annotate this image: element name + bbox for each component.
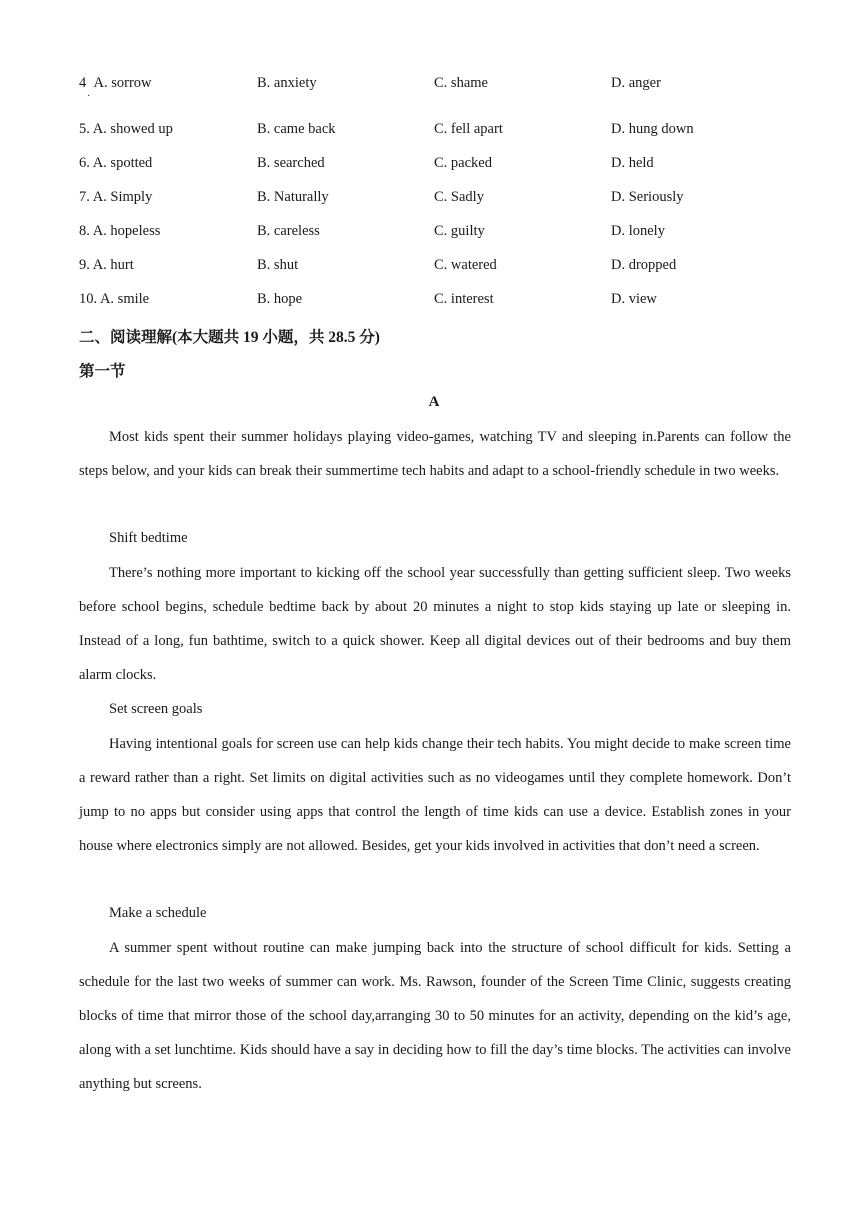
question-row xyxy=(79,189,799,211)
option-d: D. dropped xyxy=(611,257,677,273)
option-c: C. interest xyxy=(434,291,494,307)
question-row xyxy=(79,75,799,102)
option-a: 10. A. smile xyxy=(79,291,150,307)
option-c: C. shame xyxy=(434,75,488,91)
part-title: 第一节 xyxy=(79,363,126,380)
option-b: B. Naturally xyxy=(257,189,329,205)
option-d: D. lonely xyxy=(611,223,665,239)
heading-make-schedule: Make a schedule xyxy=(109,905,207,921)
option-b: B. careless xyxy=(257,223,320,239)
option-c: C. fell apart xyxy=(434,121,503,137)
option-c: C. Sadly xyxy=(434,189,484,205)
option-b: B. searched xyxy=(257,155,325,171)
option-a: 9. A. hurt xyxy=(79,257,134,273)
option-b: B. hope xyxy=(257,291,303,307)
option-d: D. Seriously xyxy=(611,189,684,205)
option-a: 8. A. hopeless xyxy=(79,223,161,239)
option-a: 4 A. sorrow xyxy=(79,75,152,91)
paragraph-shift-bedtime: There’s nothing more important to kicking off the school year successfully than getting sufficient sleep. Two weeks before school begins, schedule bedtime back by about 20 minutes a night to stop kids staying up late or sleeping in. Instead of a long, fun bathtime, switch to a quick shower. Keep all digital devices out of their bedrooms and buy them alarm clocks. xyxy=(79,565,791,683)
question-row xyxy=(79,291,799,313)
option-a: 6. A. spotted xyxy=(79,155,153,171)
option-d: D. anger xyxy=(611,75,661,91)
option-a: 5. A. showed up xyxy=(79,121,173,137)
question-row xyxy=(79,155,799,177)
dot-mark: · xyxy=(87,91,91,102)
option-c: C. watered xyxy=(434,257,497,273)
question-row xyxy=(79,257,799,279)
question-row xyxy=(79,121,799,143)
section-title: 二、阅读理解(本大题共 19 小题，共 28.5 分) xyxy=(79,329,380,346)
option-c: C. guilty xyxy=(434,223,485,239)
option-b: B. shut xyxy=(257,257,299,273)
option-a: 7. A. Simply xyxy=(79,189,153,205)
heading-screen-goals: Set screen goals xyxy=(109,701,203,717)
option-d: D. hung down xyxy=(611,121,694,137)
paragraph-make-schedule: A summer spent without routine can make jumping back into the structure of school difficult for kids. Setting a schedule for the last two weeks of summer can work. Ms. Rawson, founder of the Screen Time Clinic, suggests creating blocks of time that mirror those of the school day,arranging 30 to 50 minutes for an activity, depending on the kid’s age, along with a set lunchtime. Kids should have a say in deciding how to fill the day’s time blocks. The activities can involve anything but screens. xyxy=(79,940,791,1092)
option-c: C. packed xyxy=(434,155,492,171)
option-b: B. anxiety xyxy=(257,75,317,91)
option-d: D. held xyxy=(611,155,654,171)
heading-shift-bedtime: Shift bedtime xyxy=(109,530,188,546)
question-row xyxy=(79,223,799,245)
option-d: D. view xyxy=(611,291,657,307)
passage-label: A xyxy=(428,394,440,410)
option-b: B. came back xyxy=(257,121,336,137)
paragraph-screen-goals: Having intentional goals for screen use can help kids change their tech habits. You might decide to make screen time a reward rather than a right. Set limits on digital activities such as no videogames until they complete homework. Don’t jump to no apps but consider using apps that control the length of time kids can use a device. Establish zones in your house where electronics simply are not allowed. Besides, get your kids involved in activities that don’t need a screen. xyxy=(79,736,791,854)
passage-intro: Most kids spent their summer holidays playing video-games, watching TV and sleeping in.Parents can follow the steps below, and your kids can break their summertime tech habits and adapt to a school-friendly schedule in two weeks. xyxy=(79,429,791,479)
